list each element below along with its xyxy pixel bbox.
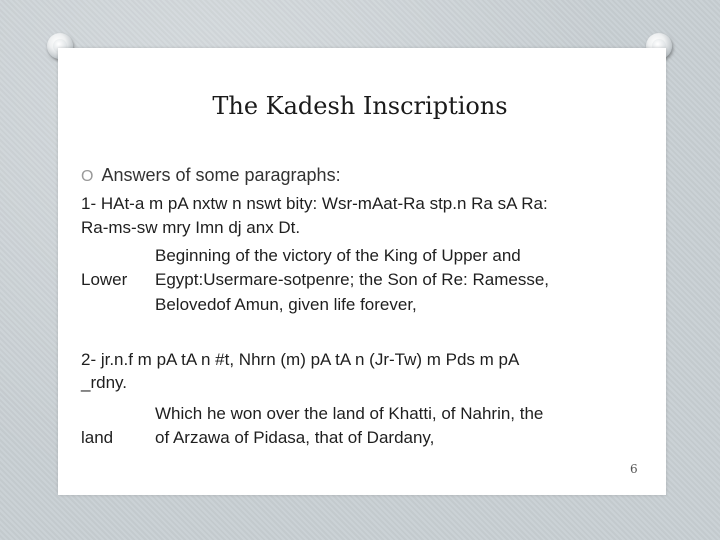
para1-translation-line2: Egypt:Usermare-sotpenre; the Son of Re: Ramesse,	[155, 270, 550, 289]
bullet-text: Answers of some paragraphs:	[101, 165, 341, 185]
para2-label: land	[81, 428, 114, 447]
page-number: 6	[630, 462, 638, 476]
para1-transliteration-line1: 1- HAt-a m pA nxtw n nswt bity: Wsr-mAat-Ra stp.n Ra sA Ra:	[81, 194, 548, 213]
para1-translation-line3: Belovedof Amun, given life forever,	[155, 295, 417, 314]
para2-transliteration-line2: _rdny.	[81, 373, 127, 392]
slide-title: The Kadesh Inscriptions	[212, 92, 508, 120]
bullet-item	[81, 165, 341, 186]
para1-label: Lower	[81, 270, 128, 289]
para2-translation-line2: of Arzawa of Pidasa, that of Dardany,	[155, 428, 435, 447]
para1-translation-line1: Beginning of the victory of the King of Upper and	[155, 246, 521, 265]
para2-transliteration-line1: 2- jr.n.f m pA tA n #t, Nhrn (m) pA tA n (Jr-Tw) m Pds m pA	[81, 350, 520, 369]
para2-translation-line1: Which he won over the land of Khatti, of Nahrin, the	[155, 404, 544, 423]
para1-transliteration-line2: Ra-ms-sw mry Imn dj anx Dt.	[81, 218, 301, 237]
bullet-marker: O	[81, 168, 94, 185]
